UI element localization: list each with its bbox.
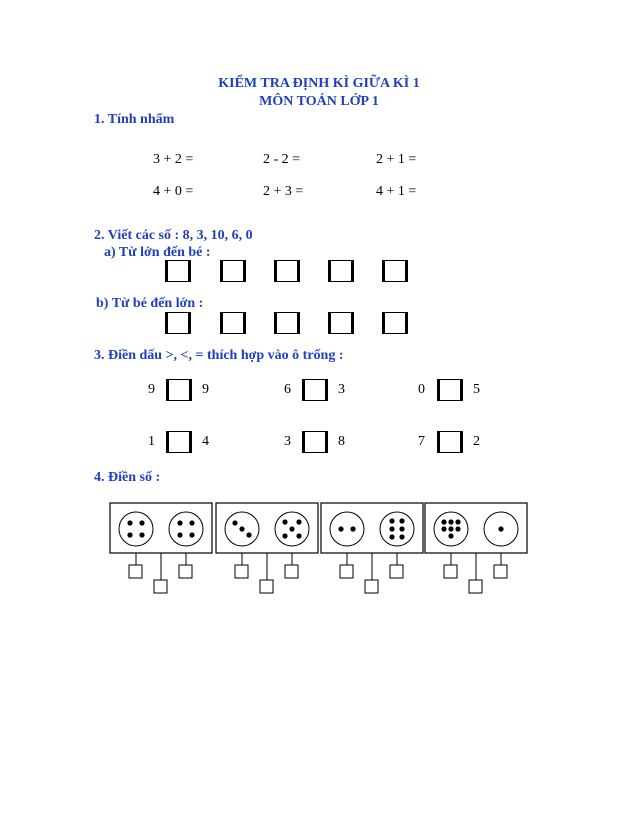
expression: 4 + 1 =	[376, 184, 417, 199]
dice-dot	[455, 526, 460, 531]
dice-dot	[177, 520, 182, 525]
answer-square[interactable]	[179, 565, 192, 578]
dice-dot	[399, 518, 404, 523]
dice-dot	[441, 526, 446, 531]
dice-panel	[425, 503, 527, 553]
left-number: 9	[148, 382, 155, 397]
dice-circle	[380, 512, 414, 546]
left-number: 3	[284, 434, 291, 449]
left-number: 7	[418, 434, 425, 449]
dice-panel	[321, 503, 423, 553]
left-number: 1	[148, 434, 155, 449]
answer-square[interactable]	[235, 565, 248, 578]
answer-square[interactable]	[340, 565, 353, 578]
left-number: 6	[284, 382, 291, 397]
dice-dot	[498, 526, 503, 531]
dice-panel	[216, 503, 318, 553]
section-3-heading: 3. Điền dấu >, <, = thích hợp vào ô trống :	[94, 348, 344, 363]
right-number: 3	[338, 382, 345, 397]
expression: 4 + 0 =	[153, 184, 194, 199]
answer-square[interactable]	[129, 565, 142, 578]
expression: 3 + 2 =	[153, 152, 194, 167]
answer-square[interactable]	[285, 565, 298, 578]
dice-dot	[399, 534, 404, 539]
answer-square[interactable]	[260, 580, 273, 593]
dice-dot	[139, 532, 144, 537]
dice-dot	[246, 532, 251, 537]
dice-panel	[110, 503, 212, 553]
right-number: 5	[473, 382, 480, 397]
answer-square[interactable]	[444, 565, 457, 578]
dice-dot	[448, 526, 453, 531]
expression: 2 + 3 =	[263, 184, 304, 199]
dice-dot	[389, 526, 394, 531]
dice-dot	[389, 518, 394, 523]
section-2-heading: 2. Viết các số : 8, 3, 10, 6, 0	[94, 228, 253, 243]
expression: 2 + 1 =	[376, 152, 417, 167]
dice-dot	[399, 526, 404, 531]
dice-dot	[455, 519, 460, 524]
dice-dot	[448, 533, 453, 538]
answer-square[interactable]	[154, 580, 167, 593]
answer-square[interactable]	[365, 580, 378, 593]
dice-dot	[289, 526, 294, 531]
dice-dot	[296, 533, 301, 538]
dice-dot	[189, 520, 194, 525]
right-number: 8	[338, 434, 345, 449]
dice-dot	[127, 532, 132, 537]
dice-dot	[189, 532, 194, 537]
dice-dot	[139, 520, 144, 525]
dice-dot	[282, 519, 287, 524]
title-line-2: MÔN TOÁN LỚP 1	[259, 94, 379, 109]
answer-square[interactable]	[390, 565, 403, 578]
section-1-heading: 1. Tính nhẩm	[94, 112, 175, 127]
dice-circle	[169, 512, 203, 546]
dice-circle	[119, 512, 153, 546]
dice-dot	[239, 526, 244, 531]
part-a-label: a) Từ lớn đến bé :	[104, 245, 211, 260]
answer-square[interactable]	[494, 565, 507, 578]
right-number: 9	[202, 382, 209, 397]
right-number: 4	[202, 434, 209, 449]
title-line-1: KIỂM TRA ĐỊNH KÌ GIỮA KÌ 1	[218, 76, 420, 91]
dice-circle	[330, 512, 364, 546]
dice-dot	[389, 534, 394, 539]
dice-dot	[350, 526, 355, 531]
left-number: 0	[418, 382, 425, 397]
dice-dot	[296, 519, 301, 524]
section-4-heading: 4. Điền số :	[94, 470, 161, 485]
dice-dot	[441, 519, 446, 524]
dice-dot	[127, 520, 132, 525]
expression: 2 - 2 =	[263, 152, 301, 167]
dice-dot	[338, 526, 343, 531]
right-number: 2	[473, 434, 480, 449]
part-b-label: b) Từ bé đến lớn :	[96, 296, 204, 311]
dice-dot	[177, 532, 182, 537]
dice-dot	[448, 519, 453, 524]
dice-dot	[282, 533, 287, 538]
dice-dot	[232, 520, 237, 525]
answer-square[interactable]	[469, 580, 482, 593]
